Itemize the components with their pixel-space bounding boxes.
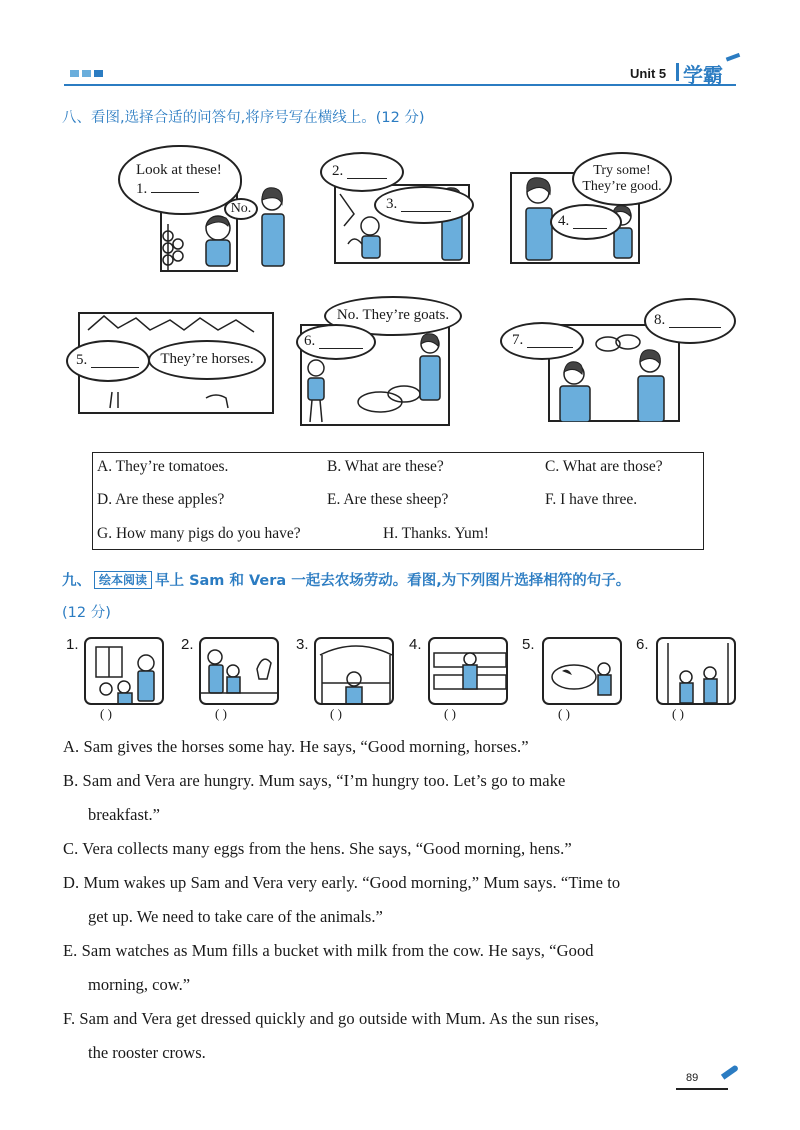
option-g: G. How many pigs do you have?: [97, 525, 301, 542]
option-e: E. Are these sheep?: [327, 491, 449, 508]
page-number-rule: [676, 1088, 728, 1090]
speech-bubble: Try some! They’re good.: [572, 152, 672, 206]
speech-bubble: 8.: [644, 298, 736, 344]
answer-blank[interactable]: [91, 354, 139, 368]
page-number: 89: [686, 1072, 699, 1084]
story-picture-4: [428, 637, 508, 705]
picture-number: 2.: [181, 636, 194, 653]
reading-tag: 绘本阅读: [94, 571, 152, 589]
speech-bubble: They’re horses.: [148, 340, 266, 380]
answer-blank[interactable]: [401, 198, 451, 212]
header-rule: [64, 84, 736, 86]
story-picture-5: [542, 637, 622, 705]
answer-slot-1[interactable]: ( ): [100, 706, 112, 721]
sentence-b: B. Sam and Vera are hungry. Mum says, “I’m hungry too. Let’s go to make: [63, 771, 566, 790]
unit-label: Unit 5: [630, 66, 667, 81]
speech-bubble: 2.: [320, 152, 404, 192]
answer-slot-2[interactable]: ( ): [215, 706, 227, 721]
brand-logo: 学霸: [683, 63, 723, 87]
speech-bubble: 3.: [374, 186, 474, 224]
option-h: H. Thanks. Yum!: [383, 525, 489, 542]
sentence-a: A. Sam gives the horses some hay. He says, “Good morning, horses.”: [63, 737, 529, 756]
answer-slot-5[interactable]: ( ): [558, 706, 570, 721]
answer-blank[interactable]: [347, 165, 387, 179]
sentence-c: C. Vera collects many eggs from the hens. She says, “Good morning, hens.”: [63, 839, 572, 858]
options-box: [92, 452, 704, 550]
picture-number: 6.: [636, 636, 649, 653]
speech-bubble: 7.: [500, 322, 584, 360]
blank-number: 1.: [136, 181, 148, 197]
picture-number: 3.: [296, 636, 309, 653]
option-f: F. I have three.: [545, 491, 638, 508]
answer-blank[interactable]: [319, 335, 363, 349]
option-a: A. They’re tomatoes.: [97, 458, 229, 475]
answer-slot-4[interactable]: ( ): [444, 706, 456, 721]
speech-bubble: 6.: [296, 324, 376, 360]
sentence-d-cont: get up. We need to take care of the animals.”: [88, 907, 383, 926]
small-bubble: No.: [224, 198, 258, 220]
sentence-f: F. Sam and Vera get dressed quickly and go outside with Mum. As the sun rises,: [63, 1009, 599, 1028]
story-picture-1: [84, 637, 164, 705]
answer-blank[interactable]: [151, 179, 199, 193]
speech-bubble: 5.: [66, 340, 150, 382]
picture-number: 5.: [522, 636, 535, 653]
section8-title: 八、看图,选择合适的问答句,将序号写在横线上。(12 分): [62, 110, 425, 126]
story-picture-6: [656, 637, 736, 705]
option-d: D. Are these apples?: [97, 491, 225, 508]
bubble-text: Look at these!: [136, 161, 222, 178]
sentence-b-cont: breakfast.”: [88, 805, 160, 824]
sentence-e-cont: morning, cow.”: [88, 975, 191, 994]
answer-blank[interactable]: [669, 314, 721, 328]
answer-slot-3[interactable]: ( ): [330, 706, 342, 721]
story-picture-2: [199, 637, 279, 705]
option-c: C. What are those?: [545, 458, 663, 475]
answer-blank[interactable]: [573, 215, 607, 229]
picture-number: 1.: [66, 636, 79, 653]
picture-number: 4.: [409, 636, 422, 653]
mother-illustration: [256, 186, 292, 272]
section9-score: (12 分): [62, 605, 111, 621]
option-b: B. What are these?: [327, 458, 444, 475]
answer-blank[interactable]: [527, 334, 573, 348]
sentence-e: E. Sam watches as Mum fills a bucket with milk from the cow. He says, “Good: [63, 941, 594, 960]
header-decoration: [70, 70, 103, 77]
header-divider: [676, 63, 679, 81]
section9-title: 九、 绘本阅读 早上 Sam 和 Vera 一起去农场劳动。看图,为下列图片选择相符的句子。: [62, 573, 631, 589]
pencil-icon: [721, 1064, 739, 1079]
sentence-f-cont: the rooster crows.: [88, 1043, 206, 1062]
speech-bubble: 4.: [550, 204, 622, 240]
speech-bubble: [118, 145, 242, 215]
sentence-d: D. Mum wakes up Sam and Vera very early. “Good morning,” Mum says. “Time to: [63, 873, 621, 892]
answer-slot-6[interactable]: ( ): [672, 706, 684, 721]
story-picture-3: [314, 637, 394, 705]
graduation-cap-icon: [726, 53, 743, 67]
speech-bubble: No. They’re goats.: [324, 296, 462, 336]
